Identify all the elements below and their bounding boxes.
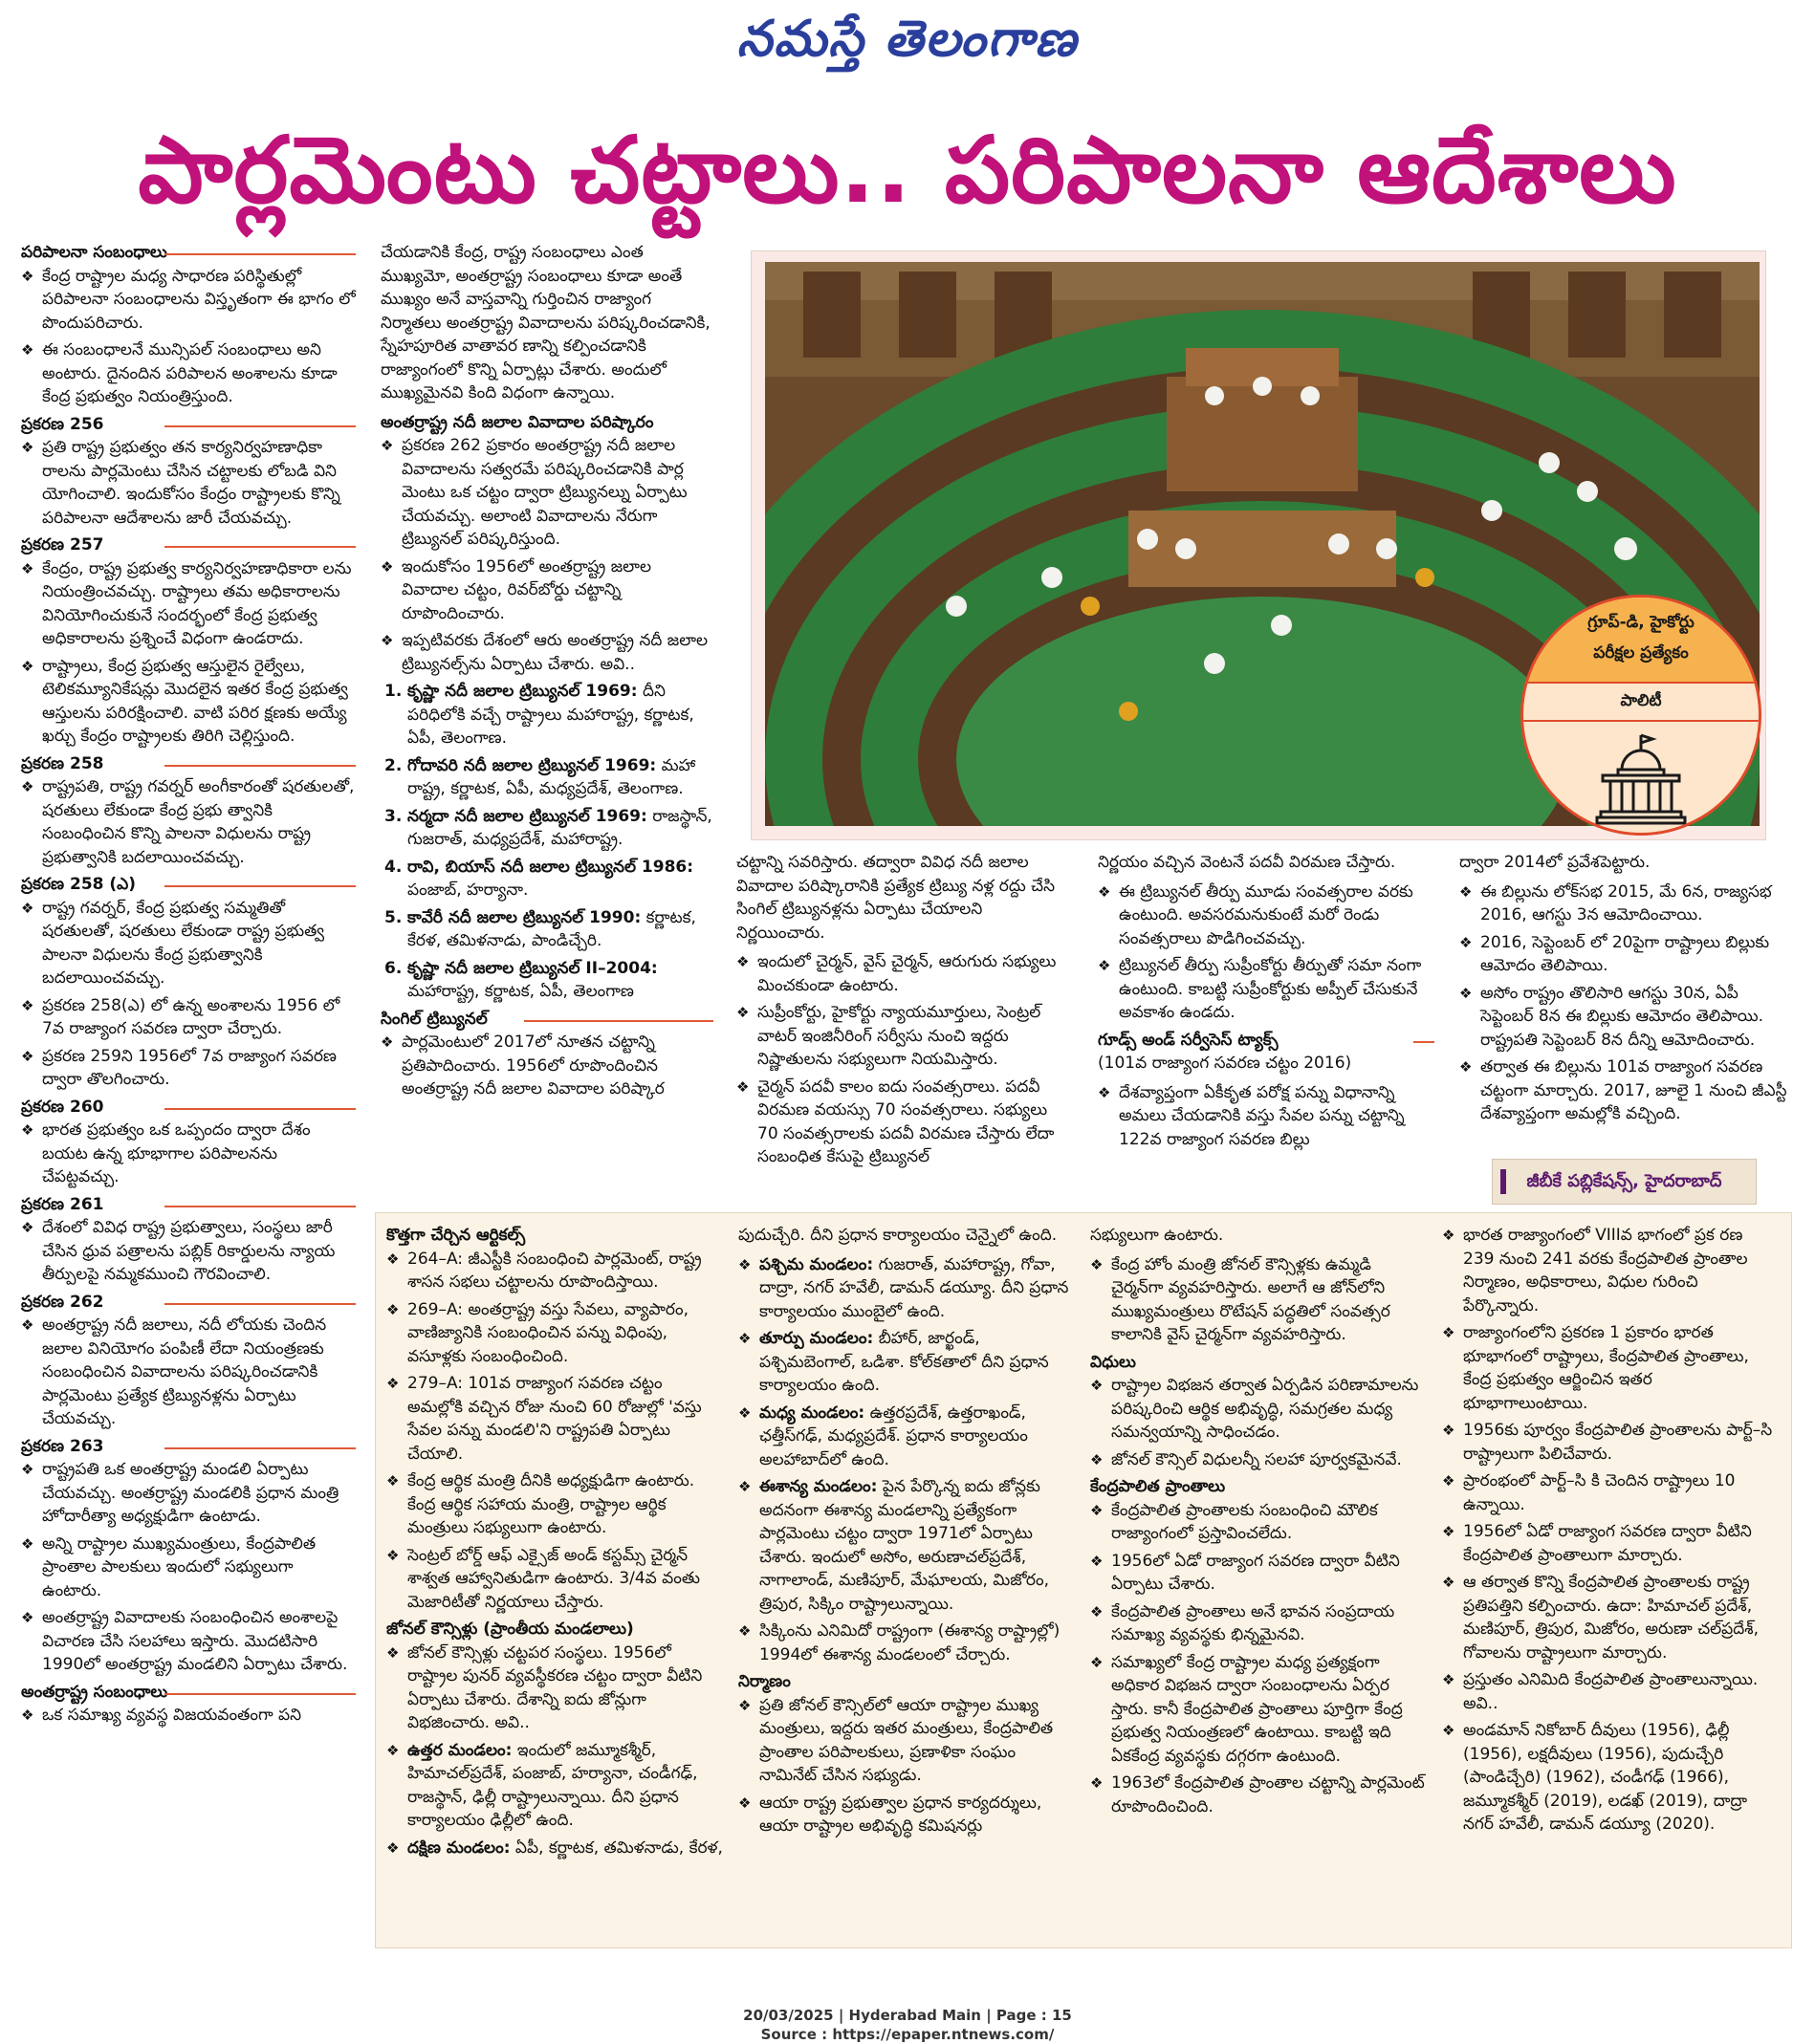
box-column-2 (738, 1224, 1075, 1842)
bullet-item: ❖ అండమాన్ నికోబార్ దీవులు (1956), ఢిల్లీ (1956), లక్షదీవులు (1956), పుదుచ్చేరి (పాండిచ్చేరి) (1962), చండీగఢ్ (1966), జమ్మూకశ్మీర్ (2019), లడఖ్ (2019), దాద్రా నగర్ హవేలీ, డామన్ డయ్యూ (2020). (1442, 1719, 1779, 1837)
tribunal-title: కావేరీ నదీ జలాల ట్రిబ్యునల్ 1990: (407, 907, 642, 927)
section-heading: ప్రకరణ 263 (21, 1435, 356, 1459)
bullet-item: ❖ తర్వాత ఈ బిల్లును 101వ రాజ్యాంగ సవరణ చట్టంగా మార్చారు. 2017, జూలై 1 నుంచి జీఎస్టీ దేశవ్యాప్తంగా అమల్లోకి వచ్చింది. (1459, 1055, 1796, 1126)
tribunal-number: 6. (384, 958, 403, 978)
bullet-item: ❖ అంతర్రాష్ట్ర నదీ జలాలు, నదీ లోయకు చెందిన జలాల వినియోగం పంపిణీ లేదా నియంత్రణకు సంబంధించిన వివాదాలను పరిష్కరించడానికి పార్లమెంటు ప్రత్యేక ట్రిబ్యునళ్లను ఏర్పాటు చేయవచ్చు. (21, 1314, 356, 1431)
article-column-3 (736, 851, 1073, 1173)
bullet-item: ❖ భారత ప్రభుత్వం ఒక ఒప్పందం ద్వారా దేశం బయట ఉన్న భూభాగాల పరిపాలనను చేపట్టవచ్చు. (21, 1119, 356, 1189)
masthead (0, 0, 1815, 86)
tribunal-item (381, 957, 713, 1004)
tribunal-states: మహా రాష్ట్ర, కర్ణాటక, ఏపీ, మధ్యప్రదేశ్, తెలంగాణ. (407, 755, 696, 798)
bullet-item: ❖ ఈ సంబంధాలనే మున్సిపల్ సంబంధాలు అని అంటారు. దైనందిన పరిపాలన అంశాలను కూడా కేంద్ర ప్రభుత్వం నియంత్రిస్తుంది. (21, 338, 356, 409)
zone-text: ఏపీ, కర్ణాటక, తమిళనాడు, కేరళ, (514, 1837, 723, 1858)
zone-label: మధ్య మండలం: (759, 1403, 865, 1423)
section-heading: నిర్మాణం (738, 1672, 791, 1691)
article-column-2 (381, 241, 713, 1105)
bullet-item: ❖ భారత రాజ్యాంగంలో VIIIవ భాగంలో ప్రక రణ 239 నుంచి 241 వరకు కేంద్రపాలిత ప్రాంతాల నిర్మాణం, అధికారాలు, విధుల గురించి పేర్కొన్నారు. (1442, 1224, 1779, 1317)
tribunal-number: 1. (384, 682, 403, 701)
bullet-item: ❖ సుప్రీంకోర్టు, హైకోర్టు న్యాయమూర్తులు, సెంట్రల్ వాటర్ ఇంజినీరింగ్ సర్వీసు నుంచి ఇద్దరు నిష్ణాతులను సభ్యులుగా నియమిస్తారు. (736, 1001, 1073, 1072)
bullet-item: ❖ ఈ ట్రిబ్యునల్ తీర్పు మూడు సంవత్సరాల వరకు ఉంటుంది. అవసరమనుకుంటే మరో రెండు సంవత్సరాలు పొడిగించవచ్చు. (1098, 881, 1434, 951)
tribunal-item (381, 906, 713, 953)
zone-label: తూర్పు మండలం: (759, 1329, 874, 1348)
paragraph: పుదుచ్చేరి. దీని ప్రధాన కార్యాలయం చెన్నైలో ఉంది. (738, 1226, 1058, 1245)
bullet-item: ❖ జోనల్ కౌన్సిళ్లు చట్టపర సంస్థలు. 1956లో రాష్ట్రాల పునర్ వ్యవస్థీకరణ చట్టం ద్వారా వీటిని ఏర్పాటు చేశారు. దేశాన్ని ఐదు జోన్లుగా విభజించారు. అవి.. (386, 1642, 723, 1735)
tribunal-number: 4. (384, 857, 403, 877)
bullet-item: ❖ ఈ బిల్లును లోక్‌సభ 2015, మే 6న, రాజ్యసభ 2016, ఆగస్టు 3న ఆమోదించాయి. (1459, 881, 1796, 927)
tribunal-title: కృష్ణా నదీ జలాల ట్రిబ్యునల్ 1969: (407, 682, 638, 701)
bullet-item: ❖ ఆ తర్వాత కొన్ని కేంద్రపాలిత ప్రాంతాలకు రాష్ట్ర ప్రతిపత్తిని కల్పించారు. ఉదా: హిమాచల్ ప్రదేశ్, మణిపూర్, త్రిపుర, మిజోరం, అరుణా చల్‌ప్రదేశ్, గోవాలను రాష్ట్రాలుగా మార్చారు. (1442, 1571, 1779, 1664)
zone-text: గుజరాత్, మహారాష్ట్ర, గోవా, దాద్రా, నగర్ హవేలీ, డామన్ డయ్యూ. దీని ప్రధాన కార్యాలయం ముంబైలో ఉంది. (759, 1254, 1069, 1321)
badge-line-1: గ్రూప్-డి, హైకోర్టు (1587, 613, 1695, 632)
box-column-4 (1442, 1224, 1779, 1840)
tribunal-number: 3. (384, 806, 403, 826)
bullet-item: ❖ 1956లో ఏడో రాజ్యాంగ సవరణ ద్వారా వీటిని కేంద్రపాలిత ప్రాంతాలుగా మార్చారు. (1442, 1520, 1779, 1567)
paragraph: చట్టాన్ని సవరిస్తారు. తద్వారా వివిధ నదీ జలాల వివాదాల పరిష్కారానికి ప్రత్యేక ట్రిబ్యు నళ్ల రద్దు చేసి సింగిల్ ట్రిబ్యునళ్లను ఏర్పాటు చేయాలని నిర్ణయించారు. (736, 853, 1056, 943)
bullet-item: ❖ 1956కు పూర్వం కేంద్రపాలిత ప్రాంతాలను పార్ట్–సి రాష్ట్రాలుగా పిలిచేవారు. (1442, 1419, 1779, 1466)
tribunal-title: గోదావరి నదీ జలాల ట్రిబ్యునల్ 1969: (407, 755, 657, 775)
bullet-item: ❖ రాష్ట్ర గవర్నర్, కేంద్ర ప్రభుత్వ సమ్మతితో షరతులతో, షరతులు లేకుండా రాష్ట్ర ప్రభుత్వ పాలనా విధులను కేంద్ర ప్రభుత్వానికి బదలాయించవచ్చు. (21, 897, 356, 990)
tribunal-states: పంజాబ్, హర్యానా. (407, 881, 529, 900)
tribunal-item (381, 805, 713, 852)
section-heading: కేంద్రపాలిత ప్రాంతాలు (1090, 1477, 1226, 1496)
zone-text: ఉత్తరప్రదేశ్, ఉత్తరాఖండ్, ఛత్తీస్‌గఢ్, మధ్యప్రదేశ్. ప్రధాన కార్యాలయం అలహాబాద్‌లో ఉంది. (759, 1403, 1028, 1469)
badge-topic: పాలిటీ (1620, 691, 1662, 710)
bullet-item: ❖ రాష్ట్రాలు, కేంద్ర ప్రభుత్వ ఆస్తులైన రైల్వేలు, టెలికమ్యూనికేషన్లు మొదలైన ఇతర కేంద్ర ప్రభుత్వ ఆస్తులను పరిరక్షించాలి. వాటి పరిర క్షణకు అయ్యే ఖర్చు కేంద్రం రాష్ట్రాలకు తిరిగి చెల్లిస్తుంది. (21, 655, 356, 749)
bullet-item: ❖ కేంద్రపాలిత ప్రాంతాలకు సంబంధించి మౌలిక రాజ్యాంగంలో ప్రస్తావించలేదు. (1090, 1499, 1427, 1546)
bullet-item: ❖ సమాఖ్యలో కేంద్ర రాష్ట్రాల మధ్య ప్రత్యక్షంగా అధికార విభజన ద్వారా సంబంధాలను ఏర్పర స్తారు. కానీ కేంద్రపాలిత ప్రాంతాలు పూర్తిగా కేంద్ర ప్రభుత్వ నియంత్రణలో ఉంటాయి. కాబట్టి ఇది ఏకకేంద్ర వ్యవస్థకు దగ్గరగా ఉంటుంది. (1090, 1651, 1427, 1769)
zone-text: బీహార్, జార్ఖండ్, పశ్చిమబెంగాల్, ఒడిశా. కోల్‌కతాలో దీని ప్రధాన కార్యాలయం ఉంది. (759, 1329, 1049, 1395)
section-heading: సింగిల్ ట్రిబ్యునల్ (381, 1008, 713, 1032)
zone-label: పశ్చిమ మండలం: (759, 1254, 874, 1274)
article-column-1 (21, 241, 356, 1731)
zone-item (386, 1837, 723, 1860)
zone-text: ఇందులో జమ్మూకశ్మీర్, హిమాచల్‌ప్రదేశ్, పంజాబ్, హర్యానా, చండీగఢ్, రాజస్థాన్, ఢిల్లీ రాష్ట్రాలున్నాయి. దీని ప్రధాన కార్యాలయం ఢిల్లీలో ఉంది. (407, 1740, 698, 1830)
bullet-item: ❖ దేశంలో వివిధ రాష్ట్ర ప్రభుత్వాలు, సంస్థలు జారీ చేసిన ధ్రువ పత్రాలను పబ్లిక్ రికార్డులను న్యాయ తీర్పులపై నమ్మకముంచి గౌరవించాలి. (21, 1216, 356, 1287)
bullet-item: ❖ ట్రిబ్యునల్ తీర్పు సుప్రీంకోర్టు తీర్పుతో సమా నంగా ఉంటుంది. కాబట్టి సుప్రీంకోర్టుకు అప్పీల్ చేసుకునే అవకాశం ఉండదు. (1098, 954, 1434, 1025)
headline (19, 103, 1796, 237)
bullet-item: ❖ ఇందులో చైర్మన్, వైస్ చైర్మన్, ఆరుగురు సభ్యులు మించకుండా ఉంటారు. (736, 950, 1073, 997)
tribunal-title: నర్మదా నదీ జలాల ట్రిబ్యునల్ 1969: (407, 806, 647, 826)
article-column-5 (1459, 851, 1796, 1130)
bullet-item: ❖ రాజ్యాంగంలోని ప్రకరణ 1 ప్రకారం భారత భూభాగంలో రాష్ట్రాలు, కేంద్రపాలిత ప్రాంతాలు, కేంద్ర ప్రభుత్వం ఆర్జించిన ఇతర భూభాగాలుంటాయి. (1442, 1321, 1779, 1415)
bullet-item: ❖ 279–A: 101వ రాజ్యాంగ సవరణ చట్టం అమల్లోకి వచ్చిన రోజు నుంచి 60 రోజుల్లో 'వస్తు సేవల పన్ను మండలి'ని రాష్ట్రపతి ఏర్పాటు చేయాలి. (386, 1372, 723, 1466)
box-column-3 (1090, 1224, 1427, 1822)
bullet-item: ❖ 1956లో ఏడో రాజ్యాంగ సవరణ ద్వారా వీటిని ఏర్పాటు చేశారు. (1090, 1550, 1427, 1597)
tribunal-title: కృష్ణా నదీ జలాల ట్రిబ్యునల్ II–2004: (407, 958, 658, 978)
zone-label: ఉత్తర మండలం: (407, 1740, 513, 1760)
bullet-item: ❖ ప్రస్తుతం ఎనిమిది కేంద్రపాలిత ప్రాంతాలున్నాయి. అవి.. (1442, 1668, 1779, 1715)
bullet-item: ❖ ఇప్పటివరకు దేశంలో ఆరు అంతర్రాష్ట్ర నదీ జలాల ట్రిబ్యునల్స్‌ను ఏర్పాటు చేశారు. అవి.. (381, 629, 713, 676)
bullet-item: ❖ ప్రకరణ 259ని 1956లో 7వ రాజ్యాంగ సవరణ ద్వారా తొలగించారు. (21, 1045, 356, 1092)
publisher-tag (1492, 1159, 1757, 1205)
zone-item (386, 1739, 723, 1833)
tribunal-title: రావి, బియాస్ నదీ జలాల ట్రిబ్యునల్ 1986: (407, 857, 694, 877)
section-heading: ప్రకరణ 258 (21, 752, 356, 776)
newspaper-logo: నమస్తే తెలంగాణ (736, 10, 1079, 68)
bullet-item: ❖ ఇందుకోసం 1956లో అంతర్రాష్ట్ర జలాల వివాదాల చట్టం, రివర్‌బోర్డు చట్టాన్ని రూపొందించారు. (381, 555, 713, 626)
exam-special-badge (1520, 595, 1761, 836)
section-heading: పరిపాలనా సంబంధాలు (21, 241, 356, 265)
tribunal-item (381, 856, 713, 902)
bullet-item: ❖ ప్రకరణ 262 ప్రకారం అంతర్రాష్ట్ర నదీ జలాల వివాదాలను సత్వరమే పరిష్కరించడానికి పార్ల మెంటు ఒక చట్టం ద్వారా ట్రిబ్యునల్ను ఏర్పాటు చేయవచ్చు. అలాంటి వివాదాలను నేరుగా ట్రిబ్యునల్ పరిష్కరిస్తుంది. (381, 434, 713, 552)
footer-dateline: 20/03/2025 | Hyderabad Main | Page : 15 (743, 2007, 1072, 2024)
tribunal-states: కర్ణాటక, కేరళ, తమిళనాడు, పాండిచ్చేరి. (407, 907, 696, 950)
section-heading: ప్రకరణ 256 (21, 413, 356, 437)
tribunal-number: 2. (384, 755, 403, 775)
bullet-item: ❖ సెంట్రల్ బోర్డ్ ఆఫ్ ఎక్సైజ్ అండ్ కస్టమ్స్ చైర్మన్ శాశ్వత ఆహ్వానితుడిగా ఉంటారు. 3/4వ వంతు మెజారిటీతో నిర్ణయాలు చేస్తారు. (386, 1544, 723, 1615)
zone-label: దక్షిణ మండలం: (407, 1837, 511, 1858)
zone-item (738, 1327, 1075, 1398)
bullet-item: ❖ ప్రారంభంలో పార్ట్–సి కి చెందిన రాష్ట్రాలు 10 ఉన్నాయి. (1442, 1469, 1779, 1516)
zone-item (738, 1253, 1075, 1324)
zone-item (738, 1402, 1075, 1472)
bullet-item: ❖ రాష్ట్రపతి ఒక అంతర్రాష్ట్ర మండలి ఏర్పాటు చేయవచ్చు. అంతర్రాష్ట్ర మండలికి ప్రధాన మంత్రి హోదారీత్యా అధ్యక్షుడిగా ఉంటాడు. (21, 1458, 356, 1529)
section-heading: కొత్తగా చేర్చిన ఆర్టికల్స్ (386, 1226, 526, 1245)
bullet-item: ❖ జోనల్ కౌన్సిల్ విధులన్నీ సలహా పూర్వకమైనవే. (1090, 1448, 1427, 1472)
section-heading: జోనల్ కౌన్సిళ్లు (ప్రాంతీయ మండలాలు) (386, 1620, 634, 1639)
bullet-item: ❖ కేంద్ర హోం మంత్రి జోనల్ కౌన్సిళ్లకు ఉమ్మడి చైర్మన్‌గా వ్యవహరిస్తారు. అలాగే ఆ జోన్‌లోని ముఖ్యమంత్రులు రొటేషన్ పద్ధతిలో సంవత్సర కాలానికి వైస్ చైర్మన్‌గా వ్యవహరిస్తారు. (1090, 1253, 1427, 1347)
tribunal-item (381, 680, 713, 750)
section-heading: ప్రకరణ 262 (21, 1291, 356, 1315)
zone-text: పైన పేర్కొన్న ఐదు జోన్లకు అదనంగా ఈశాన్య మండలాన్ని ప్రత్యేకంగా పార్లమెంటు చట్టం ద్వారా 1971లో ఏర్పాటు చేశారు. ఇందులో అసోం, అరుణాచల్‌ప్రదేశ్, నాగాలాండ్, మణిపూర్, మేఘాలయ, మిజోరం, త్రిపుర, సిక్కిం రాష్ట్రాలున్నాయి. (759, 1477, 1049, 1614)
zone-label: ఈశాన్య మండలం: (759, 1477, 878, 1496)
bullet-item: ❖ ప్రతి రాష్ట్ర ప్రభుత్వం తన కార్యనిర్వహణాధికా రాలను పార్లమెంటు చేసిన చట్టాలకు లోబడి విని యోగించాలి. ఇందుకోసం కేంద్రం రాష్ట్రాలకు కొన్ని పరిపాలనా ఆదేశాలను జారీ చేయవచ్చు. (21, 436, 356, 530)
tribunal-number: 5. (384, 907, 403, 927)
box-column-1 (386, 1224, 723, 1863)
section-heading: ప్రకరణ 257 (21, 533, 356, 557)
paragraph: సభ్యులుగా ఉంటారు. (1090, 1226, 1224, 1245)
footer-source: Source : https://epaper.ntnews.com/ (760, 2026, 1055, 2043)
badge-line-2: పరీక్షల ప్రత్యేకం (1593, 643, 1689, 663)
bullet-item: ❖ 264–A: జీఎస్టీకి సంబంధించి పార్లమెంట్, రాష్ట్ర శాసన సభలు చట్టాలను రూపొందిస్తాయి. (386, 1248, 723, 1294)
paragraph: చేయడానికి కేంద్ర, రాష్ట్ర సంబంధాలు ఎంత ముఖ్యమో, అంతర్రాష్ట్ర సంబంధాలు కూడా అంతే ముఖ్యం అనే వాస్తవాన్ని గుర్తించిన రాజ్యాంగ నిర్మాతలు అంతర్రాష్ట్ర వివాదాలను పరిష్కరించడానికి, స్నేహపూరిత వాతావర ణాన్ని కల్పించడానికి రాజ్యాంగంలో కొన్ని ఏర్పాట్లు చేశారు. అందులో ముఖ్యమైనవి కింది విధంగా ఉన్నాయి. (381, 243, 711, 402)
article-column-4 (1098, 851, 1434, 1155)
bullet-item: ❖ రాష్ట్రాల విభజన తర్వాత ఏర్పడిన పరిణామాలను పరిష్కరించి ఆర్థిక అభివృద్ధి, సమగ్రతల మధ్య సమన్వయాన్ని సాధించడం. (1090, 1374, 1427, 1445)
bullet-item: ❖ అసోం రాష్ట్రం తొలిసారి ఆగస్టు 30న, ఏపీ సెప్టెంబర్ 8న ఈ బిల్లుకు ఆమోదం తెలిపాయి. రాష్ట్రపతి సెప్టెంబర్ 8న దీన్ని ఆమోదించారు. (1459, 982, 1796, 1053)
paragraph: నిర్ణయం వచ్చిన వెంటనే పదవీ విరమణ చేస్తారు. (1098, 853, 1396, 872)
bullet-item: ❖ ప్రకరణ 258(ఎ) లో ఉన్న అంశాలను 1956 లో 7వ రాజ్యాంగ సవరణ ద్వారా చేర్చారు. (21, 994, 356, 1041)
bullet-item: ❖ ఆయా రాష్ట్ర ప్రభుత్వాల ప్రధాన కార్యదర్శులు, ఆయా రాష్ట్రాల అభివృద్ధి కమిషనర్లు (738, 1792, 1075, 1838)
bullet-item: ❖ ప్రతి జోనల్ కౌన్సిల్‌లో ఆయా రాష్ట్రాల ముఖ్య మంత్రులు, ఇద్దరు ఇతర మంత్రులు, కేంద్రపాలిత ప్రాంతాల పరిపాలకులు, ప్రణాళికా సంఘం నామినేట్ చేసిన సభ్యుడు. (738, 1694, 1075, 1788)
bullet-item: ❖ 2016, సెప్టెంబర్ లో 20పైగా రాష్ట్రాలు బిల్లుకు ఆమోదం తెలిపాయి. (1459, 931, 1796, 978)
parliament-building-icon (1593, 731, 1689, 827)
section-heading: అంతర్రాష్ట్ర సంబంధాలు (21, 1681, 356, 1705)
publisher-tag-text: జీబీకే పబ్లికేషన్స్, హైదరాబాద్ (1526, 1171, 1722, 1191)
bullet-item: ❖ 269–A: అంతర్రాష్ట్ర వస్తు సేవలు, వ్యాపారం, వాణిజ్యానికి సంబంధించిన పన్ను విధింపు, వసూళ్లకు సంబంధించింది. (386, 1298, 723, 1369)
section-heading: ప్రకరణ 260 (21, 1096, 356, 1120)
bullet-item: ❖ 1963లో కేంద్రపాలిత ప్రాంతాల చట్టాన్ని పార్లమెంట్ రూపొందించింది. (1090, 1772, 1427, 1818)
page-footer (0, 2006, 1815, 2044)
section-heading: విధులు (1090, 1352, 1136, 1372)
tribunal-states: మహారాష్ట్ర, కర్ణాటక, ఏపీ, తెలంగాణ (407, 982, 634, 1001)
tribunal-states: దీని పరిధిలోకి వచ్చే రాష్ట్రాలు మహారాష్ట్ర, కర్ణాటక, ఏపీ, తెలంగాణ. (407, 682, 694, 748)
bullet-item: ❖ పార్లమెంటులో 2017లో నూతన చట్టాన్ని ప్రతిపాదించారు. 1956లో రూపొందించిన అంతర్రాష్ట్ర నదీ జలాల వివాదాల పరిష్కార (381, 1031, 713, 1101)
bullet-item: ❖ అంతర్రాష్ట్ర వివాదాలకు సంబంధించిన అంశాలపై విచారణ చేసి సలహాలు ఇస్తారు. మొదటిసారి 1990లో అంతర్రాష్ట్ర మండలిని ఏర్పాటు చేశారు. (21, 1606, 356, 1677)
tribunal-item (381, 754, 713, 801)
bullet-item: ❖ దేశవ్యాప్తంగా ఏకీకృత పరోక్ష పన్ను విధానాన్ని అమలు చేయడానికి వస్తు సేవల పన్ను చట్టాన్ని 122వ రాజ్యాంగ సవరణ బిల్లు (1098, 1081, 1434, 1152)
bullet-item: ❖ కేంద్ర ఆర్థిక మంత్రి దీనికి అధ్యక్షుడిగా ఉంటారు. కేంద్ర ఆర్థిక సహాయ మంత్రి, రాష్ట్రాల ఆర్థిక మంత్రులు సభ్యులుగా ఉంటారు. (386, 1469, 723, 1540)
bullet-item: ❖ సిక్కింను ఎనిమిదో రాష్ట్రంగా (ఈశాన్య రాష్ట్రాల్లో) 1994లో ఈశాన్య మండలంలో చేర్చారు. (738, 1620, 1075, 1666)
bullet-item: ❖ చైర్మన్ పదవీ కాలం ఐదు సంవత్సరాలు. పదవీ విరమణ వయస్సు 70 సంవత్సరాలు. సభ్యులు 70 సంవత్సరాలకు పదవీ విరమణ చేస్తారు లేదా సంబంధిత కేసుపై ట్రిబ్యునల్ (736, 1076, 1073, 1169)
tribunal-states: రాజస్థాన్, గుజరాత్, మధ్యప్రదేశ్, మహారాష్ట్ర. (407, 806, 712, 849)
bullet-item: ❖ కేంద్రం, రాష్ట్ర ప్రభుత్వ కార్యనిర్వహణాధికారా లను నియంత్రించవచ్చు. రాష్ట్రాలు తమ అధికారాలను వినియోగించుకునే సందర్భంలో కేంద్ర ప్రభుత్వ అధికారాలను ప్రశ్నించే విధంగా ఉండరాదు. (21, 557, 356, 651)
section-heading: అంతర్రాష్ట్ర నదీ జలాల వివాదాల పరిష్కారం (381, 412, 654, 432)
bullet-item: ❖ రాష్ట్రపతి, రాష్ట్ర గవర్నర్ అంగీకారంతో షరతులతో, షరతులు లేకుండా కేంద్ర ప్రభు త్వానికి సంబంధించిన కొన్ని పాలనా విధులను రాష్ట్ర ప్రభుత్వానికి బదలాయించవచ్చు. (21, 775, 356, 869)
bullet-item: ❖ కేంద్ర రాష్ట్రాల మధ్య సాధారణ పరిస్థితుల్లో పరిపాలనా సంబంధాలను విస్తృతంగా ఈ భాగం లో పొందుపరిచారు. (21, 265, 356, 336)
paragraph: (101వ రాజ్యాంగ సవరణ చట్టం 2016) (1098, 1054, 1352, 1073)
headline-text: పార్లమెంటు చట్టాలు.. పరిపాలనా ఆదేశాలు (138, 117, 1677, 224)
zone-item (738, 1475, 1075, 1616)
bullet-item: ❖ కేంద్రపాలిత ప్రాంతాలు అనే భావన సంప్రదాయ సమాఖ్య వ్యవస్థకు భిన్నమైనవి. (1090, 1600, 1427, 1647)
bullet-item: ❖ అన్ని రాష్ట్రాల ముఖ్యమంత్రులు, కేంద్రపాలిత ప్రాంతాల పాలకులు ఇందులో సభ్యులుగా ఉంటారు. (21, 1533, 356, 1603)
bullet-item: ❖ ఒక సమాఖ్య వ్యవస్థ విజయవంతంగా పని (21, 1704, 356, 1728)
paragraph: ద్వారా 2014లో ప్రవేశపెట్టారు. (1459, 853, 1651, 872)
section-heading: ప్రకరణ 261 (21, 1193, 356, 1217)
section-heading: గూడ్స్ అండ్ సర్వీసెస్ ట్యాక్స్ (1098, 1029, 1434, 1053)
section-heading: ప్రకరణ 258 (ఎ) (21, 873, 356, 897)
